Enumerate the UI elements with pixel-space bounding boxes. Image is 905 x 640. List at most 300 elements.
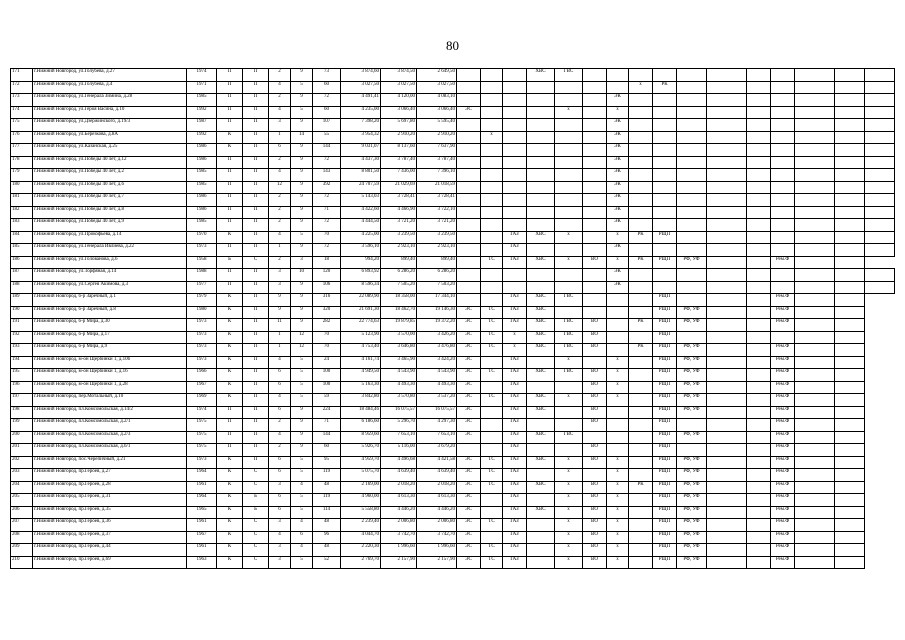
table-cell: РК [629, 344, 653, 357]
table-row [11, 556, 895, 569]
table-cell: х [607, 256, 629, 269]
table-cell: П [243, 131, 269, 144]
table-cell [865, 94, 895, 107]
table-cell: ВО [583, 556, 607, 569]
table-cell: ВО [583, 544, 607, 557]
table-cell [629, 69, 653, 82]
table-cell: 1975 [187, 431, 217, 444]
table-cell [747, 456, 771, 469]
table-cell [583, 306, 607, 319]
table-cell: ТС [481, 319, 503, 332]
table-cell [481, 169, 503, 182]
table-cell: 4 446,20 [417, 506, 457, 519]
table-cell [527, 94, 555, 107]
table-cell: ЭК [607, 119, 629, 132]
table-cell [707, 294, 747, 307]
table-cell: г.Нижний Новгород, б-р Мира, д.30 [33, 319, 187, 332]
table-cell: РЩП [653, 319, 677, 332]
table-cell [503, 169, 527, 182]
table-cell: П [243, 419, 269, 432]
table-cell: П [217, 406, 243, 419]
table-cell [629, 269, 653, 282]
table-row [11, 219, 895, 232]
table-cell: х [555, 256, 583, 269]
table-cell [629, 469, 653, 482]
table-cell: г.Нижний Новгород, ул.Дзержинского, д.19/3 [33, 119, 187, 132]
table-cell: 5 123,90 [341, 331, 381, 344]
table-cell: ГВС [555, 431, 583, 444]
table-cell [457, 244, 481, 257]
table-cell [527, 206, 555, 219]
table-cell: ЭС [457, 419, 481, 432]
table-cell: ЭК [607, 219, 629, 232]
table-cell [653, 106, 677, 119]
table-cell [527, 244, 555, 257]
table-cell [835, 431, 865, 444]
table-cell: 2 239,40 [341, 519, 381, 532]
table-cell: П [217, 269, 243, 282]
table-cell: ГАЗ [503, 519, 527, 532]
table-cell: 59 [313, 394, 341, 407]
table-cell: 224 [313, 406, 341, 419]
table-cell [707, 194, 747, 207]
table-cell [629, 356, 653, 369]
table-row [11, 506, 895, 519]
table-cell: П [243, 144, 269, 157]
table-cell: 9 [291, 244, 313, 257]
table-cell [677, 281, 707, 294]
table-cell: ЭС [457, 494, 481, 507]
table-cell: 4 543,90 [417, 369, 457, 382]
table-cell [503, 131, 527, 144]
table-cell: 1 [269, 131, 291, 144]
table-cell: г.Нижний Новгород, ул.Прокофьева, д.14 [33, 231, 187, 244]
table-cell [457, 131, 481, 144]
table-cell [747, 219, 771, 232]
table-cell: К [217, 519, 243, 532]
table-cell [771, 219, 795, 232]
table-cell [629, 369, 653, 382]
table-cell: 282 [313, 319, 341, 332]
table-cell [865, 131, 895, 144]
table-cell: г.Нижний Новгород, пр.Героев, д.28 [33, 481, 187, 494]
table-cell: 4 [269, 356, 291, 369]
table-cell: РФ, УФ [677, 306, 707, 319]
table-cell [583, 194, 607, 207]
table-cell: ГАЗ [503, 469, 527, 482]
table-cell: 5 697,80 [381, 119, 417, 132]
table-cell: 1 [269, 344, 291, 357]
table-cell [583, 356, 607, 369]
table-cell: 4 639,40 [417, 469, 457, 482]
table-cell: РФ, УФ [677, 556, 707, 569]
table-cell [865, 244, 895, 257]
table-row [11, 244, 895, 257]
table-cell: 9 [291, 156, 313, 169]
table-cell: 4 [269, 531, 291, 544]
table-row [11, 369, 895, 382]
table-cell [747, 356, 771, 369]
table-cell: 176 [11, 131, 33, 144]
table-cell: 9 [291, 194, 313, 207]
table-cell [795, 331, 835, 344]
table-cell [747, 81, 771, 94]
table-cell: ЭС [457, 519, 481, 532]
table-cell [653, 169, 677, 182]
table-cell: 6 [269, 469, 291, 482]
table-cell: 9 [291, 281, 313, 294]
table-cell [707, 306, 747, 319]
table-cell: 190 [11, 306, 33, 319]
table-cell: 2 006,80 [417, 519, 457, 532]
table-cell: 392 [313, 181, 341, 194]
table-cell: 5 [291, 231, 313, 244]
table-cell [707, 69, 747, 82]
table-cell: 320 [313, 306, 341, 319]
table-cell [835, 469, 865, 482]
table-cell: х [607, 519, 629, 532]
table-cell: Б [243, 506, 269, 519]
table-cell [835, 131, 865, 144]
table-row [11, 494, 895, 507]
table-cell: г.Нижний Новгород, ул.Голубева, д.27 [33, 69, 187, 82]
table-cell [629, 94, 653, 107]
table-cell [555, 269, 583, 282]
table-cell: г.Нижний Новгород, пр.Героев, д.35 [33, 506, 187, 519]
table-cell: 9 031,07 [341, 144, 381, 157]
table-cell [583, 219, 607, 232]
table-cell [795, 144, 835, 157]
table-cell: 6 286,20 [381, 269, 417, 282]
table-cell: 2 [269, 94, 291, 107]
table-cell: 2 [269, 419, 291, 432]
table-cell [481, 244, 503, 257]
table-cell: 4 [269, 394, 291, 407]
table-cell: 9 [291, 419, 313, 432]
table-cell [677, 194, 707, 207]
table-cell: РЩП [653, 256, 677, 269]
table-cell [629, 206, 653, 219]
table-cell [457, 231, 481, 244]
table-cell [481, 81, 503, 94]
table-cell: 208 [11, 531, 33, 544]
table-cell: 4 613,30 [381, 494, 417, 507]
table-cell: 3 679,20 [417, 444, 457, 457]
table-cell: г.Нижний Новгород, м-он Щербинки 1, д.16 [33, 369, 187, 382]
table-cell: 185 [11, 244, 33, 257]
table-cell: 3 728,41 [417, 194, 457, 207]
table-cell [795, 556, 835, 569]
table-cell [527, 281, 555, 294]
table-cell: ЭК [607, 181, 629, 194]
table-cell [607, 431, 629, 444]
table-cell: ЭС [457, 106, 481, 119]
table-cell [555, 444, 583, 457]
table-cell: 1965 [187, 506, 217, 519]
table-cell: П [217, 81, 243, 94]
table-cell: г.Нижний Новгород, ул.Торфяная, д.14 [33, 269, 187, 282]
table-cell: К [217, 344, 243, 357]
table-row [11, 144, 895, 157]
table-cell: 5 075,70 [341, 469, 381, 482]
table-cell: 71 [313, 419, 341, 432]
table-cell: 19 146,30 [417, 306, 457, 319]
table-cell: 1967 [187, 531, 217, 544]
table-cell [747, 156, 771, 169]
table-cell: 19 372,20 [417, 319, 457, 332]
table-row [11, 431, 895, 444]
table-cell: 14 [291, 131, 313, 144]
table-cell: 1985 [187, 94, 217, 107]
table-cell: Б [243, 494, 269, 507]
table-cell [707, 181, 747, 194]
table-cell: П [243, 106, 269, 119]
table-cell: Рем.Ф [771, 456, 795, 469]
table-cell [795, 344, 835, 357]
table-cell [795, 81, 835, 94]
table-cell: 3 874,50 [381, 69, 417, 82]
table-cell [555, 419, 583, 432]
table-cell: Рем.Ф [771, 369, 795, 382]
table-cell: ГАЗ [503, 256, 527, 269]
table-cell: ТС [481, 481, 503, 494]
table-cell: 52 [313, 556, 341, 569]
table-cell: ГАЗ [503, 231, 527, 244]
table-cell [527, 269, 555, 282]
table-cell: 4 491,41 [341, 94, 381, 107]
table-cell [707, 219, 747, 232]
table-cell [771, 94, 795, 107]
table-cell: ГВС [555, 344, 583, 357]
table-cell: 72 [313, 156, 341, 169]
table-cell [747, 244, 771, 257]
page-number: 80 [446, 38, 459, 53]
table-cell: 3 537,20 [417, 394, 457, 407]
table-cell: 7 653,10 [381, 431, 417, 444]
table-cell [629, 444, 653, 457]
table-cell [707, 81, 747, 94]
table-cell: 4 437,30 [341, 156, 381, 169]
table-cell: 4 960,00 [341, 494, 381, 507]
table-cell: х [607, 231, 629, 244]
table-cell: ЭС [457, 331, 481, 344]
table-cell: ЭС [457, 369, 481, 382]
table-cell: ЭК [607, 156, 629, 169]
table-cell: 2 006,80 [381, 519, 417, 532]
table-cell: 143 [313, 169, 341, 182]
table-cell: 3 066,40 [381, 106, 417, 119]
table-cell: С [243, 544, 269, 557]
table-cell [503, 144, 527, 157]
table-cell: ХВС [527, 256, 555, 269]
table-cell: 4 225,00 [341, 231, 381, 244]
table-cell: г.Нижний Новгород, пр.Героев, д.31 [33, 494, 187, 507]
table-cell: х [607, 544, 629, 557]
table-row [11, 131, 895, 144]
table-cell [481, 119, 503, 132]
table-cell [707, 419, 747, 432]
table-cell: П [217, 194, 243, 207]
table-cell [835, 556, 865, 569]
table-cell [527, 556, 555, 569]
table-cell: г.Нижний Новгород, ул.Героя Васина, д.10 [33, 106, 187, 119]
table-cell: х [555, 519, 583, 532]
table-cell [835, 119, 865, 132]
table-cell [555, 244, 583, 257]
table-cell: П [243, 119, 269, 132]
table-cell [747, 119, 771, 132]
table-cell: К [217, 356, 243, 369]
table-cell [629, 306, 653, 319]
table-cell: ХВС [527, 69, 555, 82]
table-cell: Рем.Ф [771, 431, 795, 444]
table-cell: г.Нижний Новгород, б-р Заречный, д.1 [33, 294, 187, 307]
table-cell: РФ, УФ [677, 256, 707, 269]
table-cell [629, 131, 653, 144]
table-cell: х [607, 106, 629, 119]
table-cell [629, 556, 653, 569]
table-cell: г.Нижний Новгород, ул.Победы 40 лет, д.7 [33, 194, 187, 207]
table-cell: 119 [313, 469, 341, 482]
table-cell: 1974 [187, 69, 217, 82]
table-cell: ТС [481, 519, 503, 532]
table-cell: П [217, 106, 243, 119]
table-cell: 6 [269, 506, 291, 519]
table-cell: РЩП [653, 444, 677, 457]
table-cell [835, 494, 865, 507]
table-cell: 16 075,57 [417, 406, 457, 419]
table-cell: ГАЗ [503, 456, 527, 469]
table-cell: 119 [313, 494, 341, 507]
table-cell: ТС [481, 544, 503, 557]
table-cell: 2 018,20 [417, 481, 457, 494]
table-cell: 196 [11, 381, 33, 394]
table-cell [629, 219, 653, 232]
table-cell [481, 506, 503, 519]
table-cell: ГАЗ [503, 556, 527, 569]
table-cell: 2 [269, 69, 291, 82]
table-cell [583, 119, 607, 132]
table-cell: 197 [11, 394, 33, 407]
table-cell: К [217, 494, 243, 507]
table-cell: ГАЗ [503, 419, 527, 432]
table-cell: 5 [291, 506, 313, 519]
table-cell [677, 94, 707, 107]
table-cell: К [217, 469, 243, 482]
table-cell: 172 [11, 81, 33, 94]
table-cell: 4 446,20 [381, 506, 417, 519]
table-cell: ЭК [607, 94, 629, 107]
table-cell: ВО [583, 256, 607, 269]
table-cell [527, 131, 555, 144]
table-cell: 1986 [187, 206, 217, 219]
table-cell [677, 119, 707, 132]
table-cell [629, 281, 653, 294]
table-cell: ВО [583, 394, 607, 407]
table-cell [707, 269, 747, 282]
table-cell [583, 181, 607, 194]
table-cell: ВО [583, 506, 607, 519]
table-row [11, 344, 895, 357]
table-cell: г.Нижний Новгород, ул.Голубева, д.4 [33, 81, 187, 94]
table-cell: х [503, 344, 527, 357]
table-cell: 1985 [187, 219, 217, 232]
table-cell: 2 [269, 206, 291, 219]
table-cell [653, 119, 677, 132]
table-cell: 8 137,60 [381, 144, 417, 157]
table-cell: ГАЗ [503, 356, 527, 369]
table-cell: 4 297,30 [417, 419, 457, 432]
table-cell: 1963 [187, 556, 217, 569]
table-cell: ХВС [527, 369, 555, 382]
table-cell [503, 94, 527, 107]
table-cell [583, 144, 607, 157]
table-cell: РЩП [653, 369, 677, 382]
table-row [11, 481, 895, 494]
table-row [11, 294, 895, 307]
table-cell: х [503, 331, 527, 344]
table-cell: К [217, 306, 243, 319]
table-cell [795, 319, 835, 332]
table-cell: 107 [313, 119, 341, 132]
table-cell [677, 231, 707, 244]
table-cell: ВО [583, 519, 607, 532]
table-cell: 18 [313, 256, 341, 269]
table-cell [481, 144, 503, 157]
table-cell: 200 [11, 431, 33, 444]
table-cell: 4 [269, 231, 291, 244]
table-cell: РЩП [653, 356, 677, 369]
table-cell: ЭС [457, 506, 481, 519]
table-cell: 6 [269, 369, 291, 382]
table-cell: РФ, УФ [677, 406, 707, 419]
table-cell: 4 466,90 [381, 206, 417, 219]
table-cell [677, 419, 707, 432]
table-cell [835, 331, 865, 344]
table-cell: х [555, 544, 583, 557]
table-cell [707, 531, 747, 544]
table-cell: 7 653,10 [417, 431, 457, 444]
table-cell [747, 481, 771, 494]
table-row [11, 394, 895, 407]
table-cell [865, 119, 895, 132]
table-cell [707, 256, 747, 269]
table-cell: 55 [313, 131, 341, 144]
table-cell [607, 444, 629, 457]
table-cell: 5 116,00 [381, 444, 417, 457]
table-row [11, 281, 895, 294]
table-cell [555, 306, 583, 319]
table-cell [607, 294, 629, 307]
table-cell [677, 219, 707, 232]
table-cell: ВО [583, 381, 607, 394]
table-cell: 70 [313, 331, 341, 344]
table-cell: 70 [313, 344, 341, 357]
table-cell: г.Нижний Новгород, ул.Березкова, д.8А [33, 131, 187, 144]
table-cell: 1992 [187, 106, 217, 119]
table-cell: П [217, 119, 243, 132]
table-cell: 8 959,60 [341, 431, 381, 444]
table-cell: РФ, УФ [677, 506, 707, 519]
table-cell: ХВС [527, 481, 555, 494]
table-cell: 3 787,40 [381, 156, 417, 169]
table-cell [771, 131, 795, 144]
table-cell [677, 294, 707, 307]
table-cell: РЩП [653, 544, 677, 557]
table-cell [481, 181, 503, 194]
table-cell: 9 [291, 181, 313, 194]
table-cell [747, 206, 771, 219]
